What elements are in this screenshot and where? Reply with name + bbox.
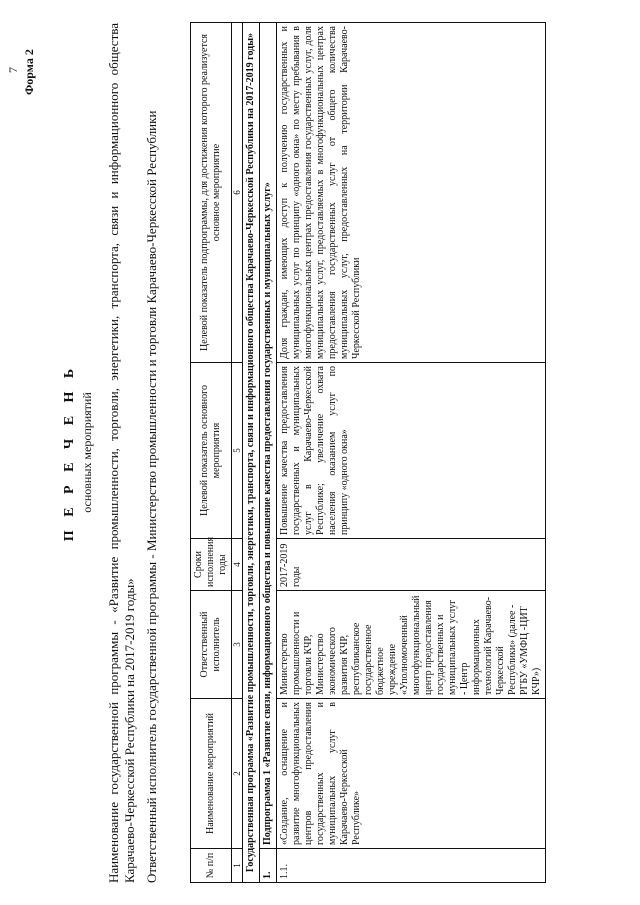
- table-row: [277, 23, 546, 883]
- form-label: Форма 2: [22, 49, 36, 95]
- table-header-row: [191, 23, 232, 883]
- row-number: 1.1.: [277, 849, 546, 883]
- document-title: П Е Р Е Ч Е Н Ь: [62, 363, 77, 542]
- row-measure-name: «Создание, оснащение и развитие многофункциональных центров предоставления государственных и муниципальных услуг в Карачаево-Черкесской Республике»: [277, 699, 546, 849]
- subprogram-row: [260, 23, 277, 883]
- row-subprogram-indicator: Доля граждан, имеющих доступ к получению государственных и муниципальных услуг по принципу «одного окна» по месту пребывания в многофункциональных центрах предоставления государственных услуг, доля муниципальных услуг, предоставляемых в многофункциональных центрах предоставления государственных услуг от общего количества муниципальных услуг, предоставленных на территории Карачаево-Черкесской Республики: [277, 23, 546, 363]
- responsible-executor: Ответственный исполнитель государственной программы - Министерство промышленности и торговли Карачаево-Черкесской Республики: [144, 110, 159, 883]
- program-name: Наименование государственной программы - «Развитие промышленности, торговли, энергетики, транспорта, связи и информационного общества Карачаево-Черкесской Республики на 2017-2019 годы»: [106, 23, 137, 883]
- subprogram-number: 1.: [260, 849, 277, 883]
- column-number: 1: [232, 849, 243, 883]
- header-indicator: Целевой показатель основного мероприятия: [191, 363, 232, 539]
- column-number: 2: [232, 699, 243, 849]
- program-row: [243, 23, 260, 883]
- row-indicator: Повышение качества предоставления государственных и муниципальных услуг в Карачаево-Черкесской Республике; увеличение охвата населения оказанием услуг по принципу «одного окна»: [277, 363, 546, 539]
- column-number: 6: [232, 23, 243, 363]
- measures-table: [190, 22, 546, 883]
- header-years: Сроки исполнения годы: [191, 539, 232, 591]
- header-measure-name: Наименование мероприятий: [191, 699, 232, 849]
- program-row-text: Государственная программа «Развитие промышленности, торговли, энергетики, транспорта, связи и информационного общества Карачаево-Черкесской Республики на 2017-2019 годы»: [243, 23, 260, 883]
- header-number: № п/п: [191, 849, 232, 883]
- column-number: 3: [232, 591, 243, 699]
- row-executor: Министерство промышленности и торговли КЧР, Министерство экономического развития КЧР, республиканское государственное бюджетное учреждение «Уполномоченный многофункциональный центр предоставления государственных и муниципальных услуг - Центр информационных технологий Карачаево-Черкесской Республики» (далее - РГБУ «УМФЦ -ЦИТ КЧР»): [277, 591, 546, 699]
- column-number-row: [232, 23, 243, 883]
- row-years: 2017-2019 годы: [277, 539, 546, 591]
- document-subtitle: основных мероприятий: [80, 392, 94, 513]
- header-executor: Ответственный исполнитель: [191, 591, 232, 699]
- column-number: 4: [232, 539, 243, 591]
- subprogram-title: Подпрограмма 1 «Развитие связи, информационного общества и повышение качества предоставления государственных и муниципальных услуг»: [260, 23, 277, 849]
- column-number: 5: [232, 363, 243, 539]
- header-subprogram-indicator: Целевой показатель подпрограммы, для достижения которого реализуется основное мероприятие: [191, 23, 232, 363]
- page-number: 7: [6, 67, 20, 73]
